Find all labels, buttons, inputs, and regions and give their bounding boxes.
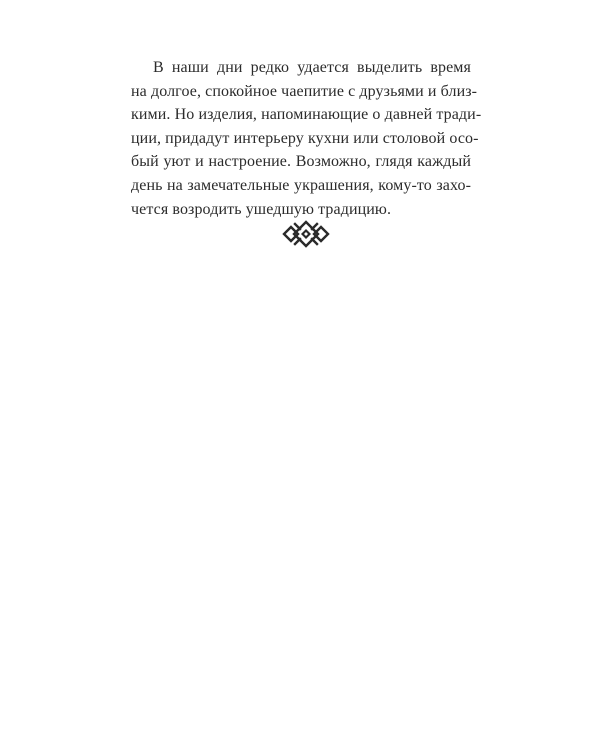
folk-diamond-ornament-icon bbox=[282, 220, 330, 248]
paragraph-line: бый уют и настроение. Возможно, глядя каждый bbox=[131, 153, 471, 171]
paragraph-line: чется возродить ушедшую традицию. bbox=[131, 200, 392, 218]
paragraph-line: кими. Но изделия, напоминающие о давней тради- bbox=[131, 106, 482, 124]
body-paragraph bbox=[131, 56, 482, 221]
paragraph-line: В наши дни редко удается выделить время bbox=[153, 59, 471, 76]
paragraph-line: ции, придадут интерьеру кухни или столовой осо- bbox=[131, 129, 479, 147]
paragraph-line: день на замечательные украшения, кому-то захо- bbox=[131, 176, 471, 194]
paragraph-line: на долгое, спокойное чаепитие с друзьями и близ- bbox=[131, 82, 478, 100]
